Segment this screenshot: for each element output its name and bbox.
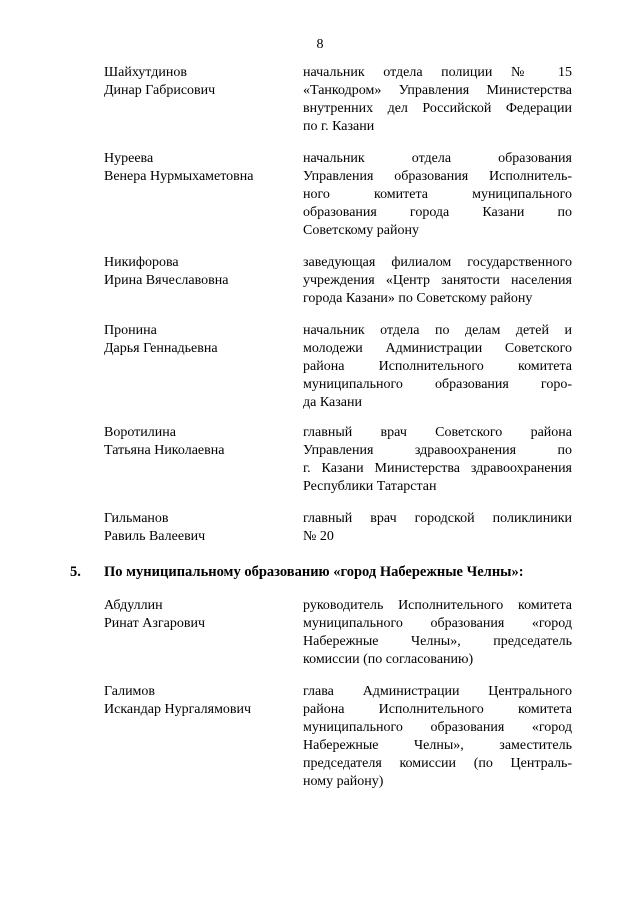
position-line: по г. Казани xyxy=(303,119,375,134)
member-position xyxy=(303,150,572,240)
member-name: Шайхутдинов Динар Габрисович xyxy=(104,65,216,98)
position-line: учреждения «Центр занятости населения xyxy=(303,273,572,288)
position-line: начальник отдела по делам детей и xyxy=(303,323,572,338)
member-position xyxy=(303,597,572,669)
position-line: муниципального образования «город xyxy=(303,720,572,735)
member-name: Нуреева Венера Нурмыхаметовна xyxy=(104,151,254,184)
position-line: г. Казани Министерства здравоохранения xyxy=(303,461,572,476)
member-position xyxy=(303,424,572,496)
position-line: комиссии (по согласованию) xyxy=(303,652,474,667)
position-line: Республики Татарстан xyxy=(303,479,437,494)
position-line: района Исполнительного комитета xyxy=(303,359,572,374)
page-number: 8 xyxy=(316,37,324,52)
section-heading xyxy=(70,563,590,581)
member-position xyxy=(303,510,572,546)
section-title: По муниципальному образованию «город Набережные Челны»: xyxy=(104,564,524,580)
position-line: Набережные Челны», председатель xyxy=(303,634,572,649)
member-position xyxy=(303,322,572,412)
position-line: Управления образования Исполнитель- xyxy=(303,169,572,184)
section-number: 5. xyxy=(70,564,81,580)
member-position xyxy=(303,254,572,308)
position-line: района Исполнительного комитета xyxy=(303,702,572,717)
position-line: ного комитета муниципального xyxy=(303,187,572,202)
member-name: Абдуллин Ринат Азгарович xyxy=(104,598,205,631)
position-line: города Казани» по Советскому району xyxy=(303,291,533,306)
position-line: муниципального образования горо- xyxy=(303,377,572,392)
member-name: Пронина Дарья Геннадьевна xyxy=(104,323,218,356)
position-line: Набережные Челны», заместитель xyxy=(303,738,572,753)
position-line: внутренних дел Российской Федерации xyxy=(303,101,572,116)
position-line: молодежи Администрации Советского xyxy=(303,341,572,356)
member-name: Галимов Искандар Нургалямович xyxy=(104,684,252,717)
position-line: муниципального образования «город xyxy=(303,616,572,631)
position-line: начальник отдела полиции № 15 xyxy=(303,65,572,80)
position-line: ному району) xyxy=(303,774,384,789)
position-line: главный врач Советского района xyxy=(303,425,572,440)
position-line: да Казани xyxy=(303,395,362,410)
member-name: Гильманов Равиль Валеевич xyxy=(104,511,206,544)
position-line: «Танкодром» Управления Министерства xyxy=(303,83,572,98)
member-position xyxy=(303,64,572,136)
position-line: главный врач городской поликлиники xyxy=(303,511,572,526)
position-line: заведующая филиалом государственного xyxy=(303,255,572,270)
position-line: образования города Казани по xyxy=(303,205,572,220)
position-line: № 20 xyxy=(303,529,334,544)
position-line: Управления здравоохранения по xyxy=(303,443,572,458)
member-name: Никифорова Ирина Вячеславовна xyxy=(104,255,229,288)
member-name: Воротилина Татьяна Николаевна xyxy=(104,425,225,458)
position-line: Советскому району xyxy=(303,223,419,238)
position-line: начальник отдела образования xyxy=(303,151,572,166)
position-line: глава Администрации Центрального xyxy=(303,684,572,699)
member-position xyxy=(303,683,572,791)
position-line: председателя комиссии (по Централь- xyxy=(303,756,572,771)
position-line: руководитель Исполнительного комитета xyxy=(303,598,572,613)
